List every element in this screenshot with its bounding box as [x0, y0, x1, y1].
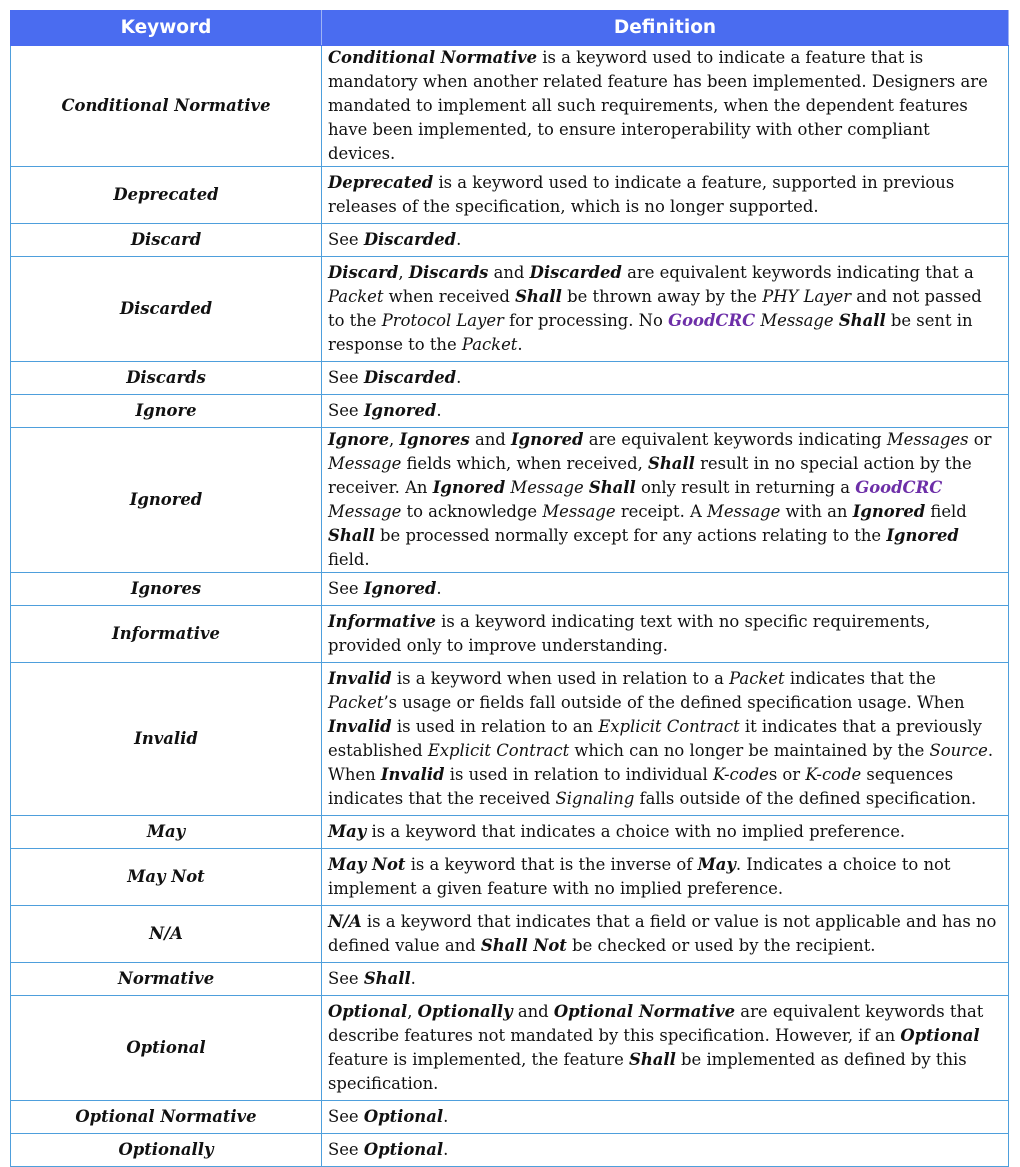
defined-term: Packet: [328, 287, 384, 306]
definition-text: is used in relation to individual: [444, 765, 713, 784]
definition-text: be processed normally except for any actions relating to the: [374, 526, 887, 545]
definition-text: be implemented as defined by this specification.: [328, 1050, 967, 1093]
definition-text: which can no longer be maintained by the: [569, 741, 930, 760]
defined-term: Message: [510, 478, 584, 497]
definition-cell: [322, 606, 1009, 663]
keyword-cell: Ignores: [11, 573, 322, 606]
defined-term: Packet: [461, 335, 518, 354]
definition-cell: [322, 849, 1009, 906]
keyword-term: Conditional Normative: [328, 48, 538, 67]
definition-cell: [322, 1134, 1009, 1167]
keyword-cell: Optional: [11, 996, 322, 1101]
defined-term: Packet: [328, 693, 384, 712]
definition-text: is used in relation to an: [391, 717, 599, 736]
definition-text: is a keyword used to indicate a feature that is mandatory when another related feature has been implemented. Designers are mandated to implement all such requirements, when the dependent features have been implemented, to ensure interoperability with other compliant devices.: [328, 48, 988, 163]
keyword-cell: May Not: [11, 849, 322, 906]
definition-column-header: Definition: [322, 11, 1009, 46]
keyword-cell: Discard: [11, 224, 322, 257]
keyword-cell: Normative: [11, 963, 322, 996]
definition-cell: [322, 963, 1009, 996]
keyword-term: Shall: [328, 526, 375, 545]
definition-cell: [322, 573, 1009, 606]
message-term-link: GoodCRC: [668, 311, 756, 330]
keyword-term: Shall: [588, 478, 636, 497]
definition-text: for processing. No: [503, 311, 669, 330]
keyword-cell: Ignored: [11, 428, 322, 573]
definition-text: result in no special action by the receiver. An: [328, 454, 972, 497]
definition-text: with an: [780, 502, 853, 521]
definition-text: See: [328, 401, 364, 420]
keyword-term: Optionally: [417, 1002, 513, 1021]
definition-text: .: [443, 1107, 449, 1126]
defined-term: Explicit Contract: [598, 717, 740, 736]
defined-term: Protocol Layer: [381, 311, 504, 330]
defined-term: K-code: [805, 765, 862, 784]
keyword-cell: Invalid: [11, 663, 322, 816]
definition-text: . Indicates a choice to not implement a given feature with no implied preference.: [328, 855, 951, 898]
definition-cell: [322, 996, 1009, 1101]
table-row: [11, 428, 1009, 573]
definition-text: See: [328, 1107, 364, 1126]
keyword-cell: Discards: [11, 362, 322, 395]
keyword-term: Shall: [629, 1050, 676, 1069]
keyword-term: Ignored: [886, 526, 959, 545]
defined-term: Signaling: [555, 789, 635, 808]
definition-text: receipt. A: [615, 502, 708, 521]
definition-text: is a keyword that is the inverse of: [405, 855, 698, 874]
definition-text: field.: [328, 550, 370, 569]
defined-term: Message: [760, 311, 834, 330]
definition-text: falls outside of the defined specification.: [634, 789, 977, 808]
keyword-cell: Optionally: [11, 1134, 322, 1167]
keyword-term: Optional: [328, 1002, 408, 1021]
keyword-term: Discarded: [363, 368, 457, 387]
definition-text: feature is implemented, the feature: [328, 1050, 629, 1069]
keyword-term: Shall Not: [480, 936, 567, 955]
definition-text: or: [968, 430, 992, 449]
keyword-cell: Optional Normative: [11, 1101, 322, 1134]
defined-term: Message: [328, 454, 402, 473]
keyword-cell: Conditional Normative: [11, 46, 322, 167]
definition-cell: [322, 362, 1009, 395]
definition-text: .: [456, 368, 462, 387]
definition-text: are equivalent keywords indicating that a: [621, 263, 974, 282]
definition-text: ,: [398, 263, 409, 282]
keyword-term: May: [697, 855, 736, 874]
definition-text: . When: [328, 741, 994, 784]
defined-term: Message: [707, 502, 781, 521]
definition-cell: [322, 257, 1009, 362]
definition-text: See: [328, 1140, 364, 1159]
keyword-term: Discarded: [363, 230, 457, 249]
table-row: [11, 395, 1009, 428]
definition-text: is a keyword that indicates a choice with no implied preference.: [366, 822, 906, 841]
defined-term: Message: [328, 502, 402, 521]
keyword-term: Discarded: [529, 263, 622, 282]
keyword-term: Optional Normative: [553, 1002, 736, 1021]
definition-text: ,: [407, 1002, 418, 1021]
table-row: [11, 224, 1009, 257]
header-row: [11, 11, 1009, 46]
keyword-term: Deprecated: [328, 173, 434, 192]
definition-text: only result in returning a: [635, 478, 856, 497]
keyword-term: Ignores: [399, 430, 470, 449]
keyword-term: May: [328, 822, 367, 841]
definition-text: See: [328, 230, 364, 249]
definition-text: indicates that the: [784, 669, 936, 688]
keyword-cell: Informative: [11, 606, 322, 663]
table-row: [11, 963, 1009, 996]
definition-cell: [322, 46, 1009, 167]
definition-cell: [322, 906, 1009, 963]
keyword-definition-table: [10, 10, 1009, 1167]
table-row: [11, 906, 1009, 963]
keyword-term: Invalid: [380, 765, 445, 784]
definition-text: fields which, when received,: [401, 454, 649, 473]
definition-text: be checked or used by the recipient.: [566, 936, 876, 955]
definition-text: are equivalent keywords indicating: [583, 430, 887, 449]
keyword-term: Ignored: [852, 502, 926, 521]
table-row: [11, 257, 1009, 362]
defined-term: Explicit Contract: [427, 741, 570, 760]
keyword-term: Optional: [363, 1140, 444, 1159]
definition-cell: [322, 1101, 1009, 1134]
table-row: [11, 606, 1009, 663]
keyword-term: Invalid: [328, 717, 392, 736]
keyword-cell: Ignore: [11, 395, 322, 428]
keyword-cell: May: [11, 816, 322, 849]
defined-term: Source: [929, 741, 988, 760]
definition-text: is a keyword used to indicate a feature, supported in previous releases of the specification, which is no longer supported.: [328, 173, 955, 216]
table-row: [11, 1101, 1009, 1134]
definition-cell: [322, 167, 1009, 224]
keyword-term: May Not: [328, 855, 406, 874]
definition-text: and not passed to the: [328, 287, 982, 330]
definition-text: ’s usage or fields fall outside of the defined specification usage. When: [383, 693, 965, 712]
keyword-term: Ignored: [511, 430, 584, 449]
keyword-column-header: Keyword: [11, 11, 322, 46]
table-row: [11, 849, 1009, 906]
definition-cell: [322, 663, 1009, 816]
definition-text: s or: [768, 765, 806, 784]
definition-text: .: [410, 969, 416, 988]
defined-term: Messages: [886, 430, 969, 449]
table-row: [11, 167, 1009, 224]
table-row: [11, 996, 1009, 1101]
definition-text: .: [436, 401, 442, 420]
keyword-term: Ignored: [363, 401, 437, 420]
definition-text: field: [925, 502, 967, 521]
definition-text: and: [469, 430, 511, 449]
message-term-link: GoodCRC: [855, 478, 943, 497]
definition-text: and: [512, 1002, 554, 1021]
definition-text: and: [488, 263, 530, 282]
keyword-term: Ignored: [363, 579, 437, 598]
definition-text: be thrown away by the: [561, 287, 763, 306]
table-row: [11, 1134, 1009, 1167]
keyword-term: Optional: [363, 1107, 444, 1126]
definition-text: See: [328, 579, 364, 598]
table-row: [11, 573, 1009, 606]
keyword-term: Shall: [363, 969, 411, 988]
definition-cell: [322, 395, 1009, 428]
defined-term: K-code: [712, 765, 769, 784]
definition-text: when received: [383, 287, 516, 306]
keyword-term: Shall: [515, 287, 562, 306]
definition-cell: [322, 224, 1009, 257]
definition-cell: [322, 816, 1009, 849]
definition-text: ,: [389, 430, 400, 449]
definition-text: is a keyword that indicates that a field or value is not applicable and has no defined value and: [328, 912, 997, 955]
keyword-term: Optional: [900, 1026, 980, 1045]
defined-term: Message: [542, 502, 616, 521]
definition-text: .: [517, 335, 523, 354]
table-row: [11, 46, 1009, 167]
table-row: [11, 362, 1009, 395]
definition-text: .: [436, 579, 442, 598]
keyword-term: Ignore: [328, 430, 390, 449]
keyword-term: Invalid: [328, 669, 392, 688]
definition-text: See: [328, 969, 364, 988]
definition-text: is a keyword indicating text with no specific requirements, provided only to improve understanding.: [328, 612, 931, 655]
keyword-cell: Discarded: [11, 257, 322, 362]
keyword-term: Shall: [838, 311, 886, 330]
table-row: [11, 816, 1009, 849]
definition-text: to acknowledge: [401, 502, 543, 521]
keyword-term: N/A: [328, 912, 362, 931]
keyword-term: Discard: [328, 263, 399, 282]
definition-text: .: [456, 230, 462, 249]
defined-term: Packet: [729, 669, 785, 688]
defined-term: PHY Layer: [762, 287, 852, 306]
keyword-term: Discards: [408, 263, 489, 282]
definition-text: sequences indicates that the received: [328, 765, 954, 808]
definition-text: .: [443, 1140, 449, 1159]
definition-text: be sent in response to the: [328, 311, 973, 354]
definition-text: it indicates that a previously established: [328, 717, 982, 760]
keyword-term: Ignored: [432, 478, 506, 497]
table-row: [11, 663, 1009, 816]
definition-text: See: [328, 368, 364, 387]
definition-text: is a keyword when used in relation to a: [391, 669, 730, 688]
keyword-cell: N/A: [11, 906, 322, 963]
keyword-term: Informative: [328, 612, 436, 631]
definition-cell: [322, 428, 1009, 573]
keyword-term: Shall: [648, 454, 695, 473]
definition-text: are equivalent keywords that describe features not mandated by this specification. However, if an: [328, 1002, 984, 1045]
keyword-cell: Deprecated: [11, 167, 322, 224]
